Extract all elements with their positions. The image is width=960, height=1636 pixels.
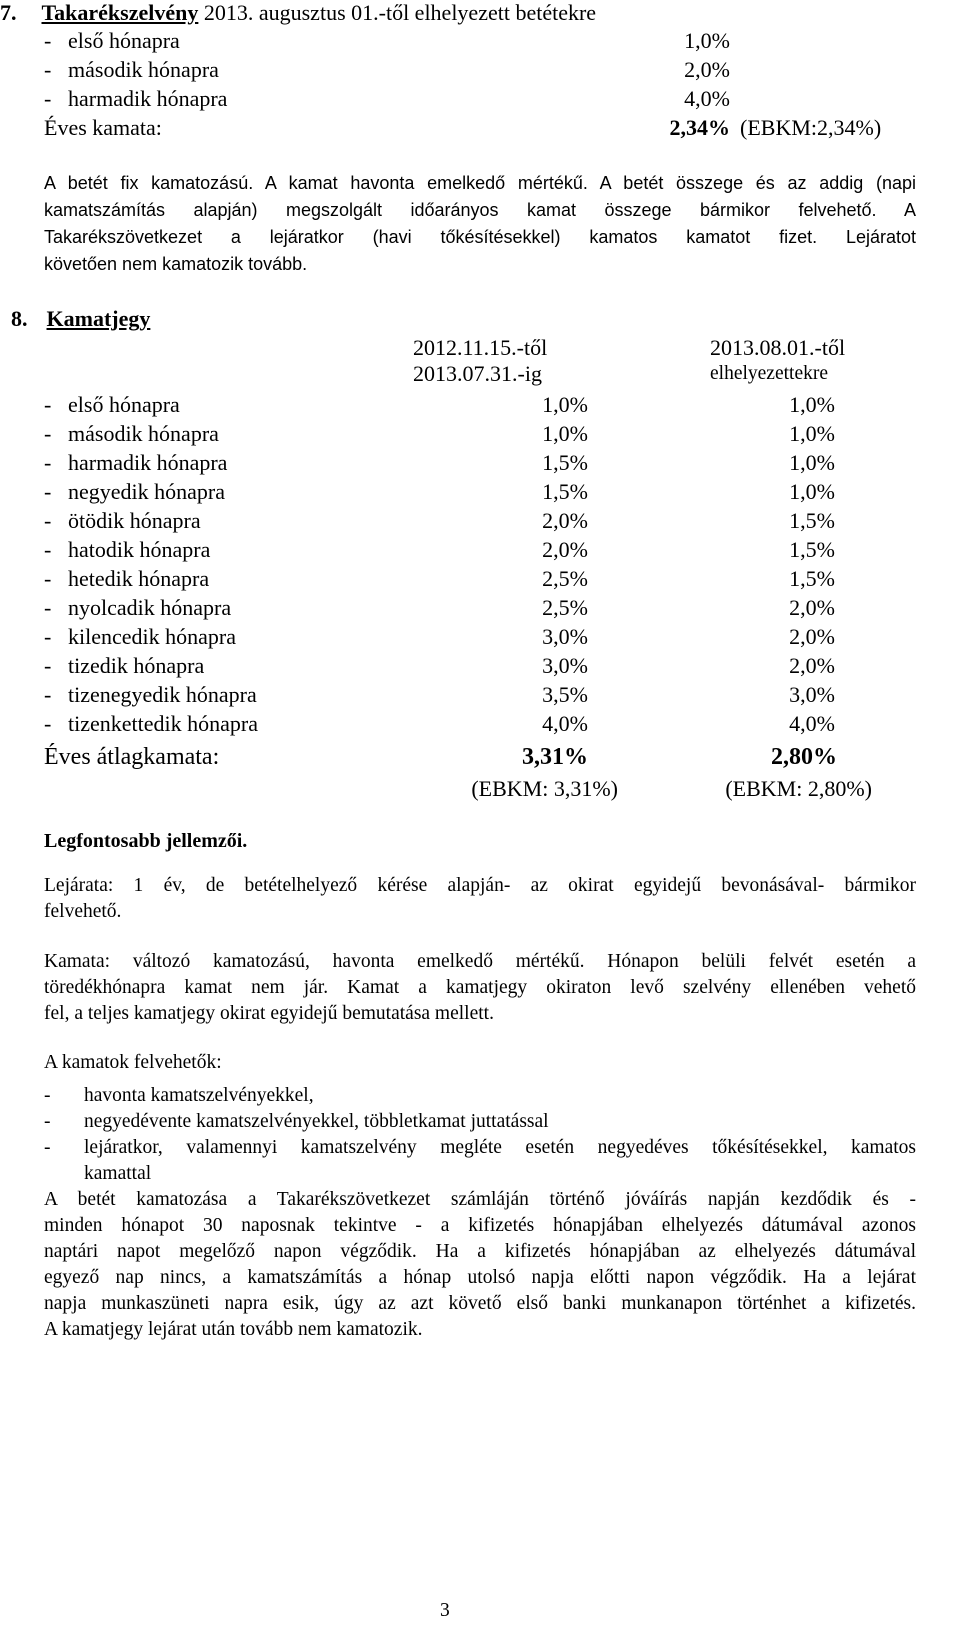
average-rate-row — [44, 742, 924, 772]
list-item-continuation — [44, 1161, 916, 1187]
column-header-line: 2013.08.01.-től — [710, 335, 846, 360]
table-cell-col2: 3,0% — [789, 682, 835, 707]
paragraph-line: Takarékszövetkezet a lejáratkor (havi tőkésítésekkel) kamatos kamatot fizet. Lejáratot — [44, 227, 916, 247]
table-row: - negyedik hónapra 1,5% 1,0% — [44, 479, 835, 504]
paragraph-line: töredékhónapra kamat nem jár. Kamat a kamatjegy okiraton levő szelvény ellenében vehető — [44, 977, 916, 998]
bullet-list — [44, 1083, 916, 1187]
paragraph-line: követően nem kamatozik tovább. — [44, 254, 308, 274]
section-7-description — [44, 170, 916, 278]
column-header-line: 2012.11.15.-től — [413, 335, 548, 360]
column-header-2 — [710, 335, 845, 387]
average-rate-label: Éves átlagkamata: — [44, 744, 220, 770]
table-cell-col2: 2,0% — [789, 624, 835, 649]
table-row-label: tizenegyedik hónapra — [68, 682, 257, 707]
table-row-label: ötödik hónapra — [68, 508, 201, 533]
paragraph-line: minden hónapot 30 naposnak tekintve - a kifizetés hónapjában elhelyezés dátumával azonos — [44, 1215, 916, 1236]
final-paragraph — [44, 1187, 916, 1343]
table-row-label: tizenkettedik hónapra — [68, 711, 258, 736]
table-cell-col1: 4,0% — [542, 711, 588, 736]
table-row: - nyolcadik hónapra 2,5% 2,0% — [44, 595, 835, 620]
table-row-label: harmadik hónapra — [68, 450, 228, 475]
paragraph-line: A kamatjegy lejárat után tovább nem kamatozik. — [44, 1319, 423, 1340]
table-cell-col2: 1,0% — [789, 479, 835, 504]
rate-row-value: 1,0% — [684, 28, 730, 53]
table-cell-col1: 3,0% — [542, 624, 588, 649]
annual-rate-value: 2,34% — [669, 115, 730, 140]
table-row: - tizedik hónapra 3,0% 2,0% — [44, 653, 835, 678]
table-cell-col2: 4,0% — [789, 711, 835, 736]
lejarata-paragraph — [44, 873, 916, 925]
average-rate-col1: 3,31% — [522, 744, 588, 770]
table-cell-col1: 2,5% — [542, 595, 588, 620]
paragraph-line: Kamata: változó kamatozású, havonta emelkedő mértékű. Hónapon belüli felvét esetén a — [44, 951, 916, 972]
kamata-paragraph — [44, 949, 916, 1027]
rate-row-label: harmadik hónapra — [68, 86, 228, 111]
table-row-label: negyedik hónapra — [68, 479, 225, 504]
table-row-label: nyolcadik hónapra — [68, 595, 232, 620]
paragraph-line: A betét fix kamatozású. A kamat havonta emelkedő mértékű. A betét összege és az addig (napi — [44, 173, 916, 193]
table-cell-col2: 1,0% — [789, 450, 835, 475]
table-cell-col2: 1,5% — [789, 537, 835, 562]
rate-row-value: 2,0% — [684, 57, 730, 82]
column-header-line: 2013.07.31.-ig — [413, 361, 542, 386]
table-row-label: második hónapra — [68, 421, 219, 446]
table-row: - tizenegyedik hónapra 3,5% 3,0% — [44, 682, 835, 707]
annual-rate-label: Éves kamata: — [44, 115, 162, 140]
table-row: - első hónapra 1,0% 1,0% — [44, 392, 835, 417]
table-row-label: első hónapra — [68, 392, 180, 417]
list-item-text: negyedévente kamatszelvényekkel, többletkamat juttatással — [84, 1111, 549, 1132]
section-7-heading — [0, 0, 596, 26]
table-row: - harmadik hónapra 1,5% 1,0% — [44, 450, 835, 475]
section-8-heading — [11, 306, 150, 332]
list-item: - negyedévente kamatszelvényekkel, többletkamat juttatással — [44, 1109, 916, 1135]
column-header-line: elhelyezettekre — [710, 363, 828, 384]
table-row: - ötödik hónapra 2,0% 1,5% — [44, 508, 835, 533]
table-row-label: hetedik hónapra — [68, 566, 210, 591]
table-cell-col2: 1,5% — [789, 508, 835, 533]
table-cell-col1: 2,0% — [542, 537, 588, 562]
table-cell-col1: 1,5% — [542, 479, 588, 504]
table-row: - kilencedik hónapra 3,0% 2,0% — [44, 624, 835, 649]
table-cell-col1: 2,0% — [542, 508, 588, 533]
table-cell-col1: 2,5% — [542, 566, 588, 591]
table-cell-col1: 3,5% — [542, 682, 588, 707]
table-row: - tizenkettedik hónapra 4,0% 4,0% — [44, 711, 835, 736]
table-cell-col1: 1,0% — [542, 392, 588, 417]
table-row: - hetedik hónapra 2,5% 1,5% — [44, 566, 835, 591]
ebkm-col2: (EBKM: 2,80%) — [725, 776, 872, 801]
paragraph-line: Lejárata: 1 év, de betételhelyező kérése alapján- az okirat egyidejű bevonásával- bármikor — [44, 875, 916, 896]
features-heading: Legfontosabb jellemzői. — [44, 830, 248, 852]
rate-row-label: első hónapra — [68, 28, 180, 53]
table-cell-col1: 3,0% — [542, 653, 588, 678]
table-cell-col2: 2,0% — [789, 595, 835, 620]
list-item-text: lejáratkor, valamennyi kamatszelvény megléte esetén negyedéves tőkésítésekkel, kamatos — [84, 1137, 916, 1158]
page-number: 3 — [440, 1600, 450, 1621]
table-row: - második hónapra 1,0% 1,0% — [44, 421, 835, 446]
paragraph-line: A betét kamatozása a Takarékszövetkezet számláján történő jóváírás napján kezdődik és - — [44, 1189, 916, 1210]
list-item-text: havonta kamatszelvényekkel, — [84, 1085, 314, 1106]
interest-table — [44, 392, 924, 740]
table-cell-col2: 1,0% — [789, 421, 835, 446]
section-number: 7. — [0, 0, 17, 25]
paragraph-line: naptári napot megelőző napon végződik. Ha a kifizetés hónapjában az elhelyezés dátumával — [44, 1241, 916, 1262]
section-title: Kamatjegy — [46, 306, 151, 331]
ebkm-col1: (EBKM: 3,31%) — [471, 776, 618, 801]
section-title: Takarékszelvény — [41, 0, 199, 25]
paragraph-line: egyező nap nincs, a kamatszámítás a hónap utolsó napja előtti napon végződik. Ha a lejárat — [44, 1267, 916, 1288]
list-item-text: kamattal — [84, 1163, 152, 1184]
table-cell-col1: 1,5% — [542, 450, 588, 475]
ebkm-row — [44, 776, 924, 804]
paragraph-line: felvehető. — [44, 901, 122, 922]
table-cell-col2: 2,0% — [789, 653, 835, 678]
rate-row-value: 4,0% — [684, 86, 730, 111]
paragraph-line: fel, a teljes kamatjegy okirat egyidejű bemutatása mellett. — [44, 1003, 494, 1024]
column-header-1 — [413, 335, 547, 387]
rate-row-label: második hónapra — [68, 57, 219, 82]
list-item: - havonta kamatszelvényekkel, — [44, 1083, 916, 1109]
annual-rate-ebkm: (EBKM:2,34%) — [740, 115, 882, 140]
section-title-rest: 2013. augusztus 01.-től elhelyezett betétekre — [203, 0, 597, 25]
table-row-label: hatodik hónapra — [68, 537, 211, 562]
table-row-label: tizedik hónapra — [68, 653, 205, 678]
section-number: 8. — [11, 306, 28, 331]
felveheto-heading: A kamatok felvehetők: — [44, 1052, 222, 1073]
table-cell-col1: 1,0% — [542, 421, 588, 446]
paragraph-line: kamatszámítás alapján) megszolgált időarányos kamat összege bármikor felvehető. A — [44, 200, 916, 220]
table-cell-col2: 1,0% — [789, 392, 835, 417]
average-rate-col2: 2,80% — [771, 744, 837, 770]
table-row: - hatodik hónapra 2,0% 1,5% — [44, 537, 835, 562]
table-cell-col2: 1,5% — [789, 566, 835, 591]
table-row-label: kilencedik hónapra — [68, 624, 236, 649]
list-item: - lejáratkor, valamennyi kamatszelvény megléte esetén negyedéves tőkésítésekkel, kamatos — [44, 1135, 916, 1161]
paragraph-line: napja munkaszüneti napra esik, úgy az azt követő első banki munkanapon történhet a kifizetés. — [44, 1293, 916, 1314]
